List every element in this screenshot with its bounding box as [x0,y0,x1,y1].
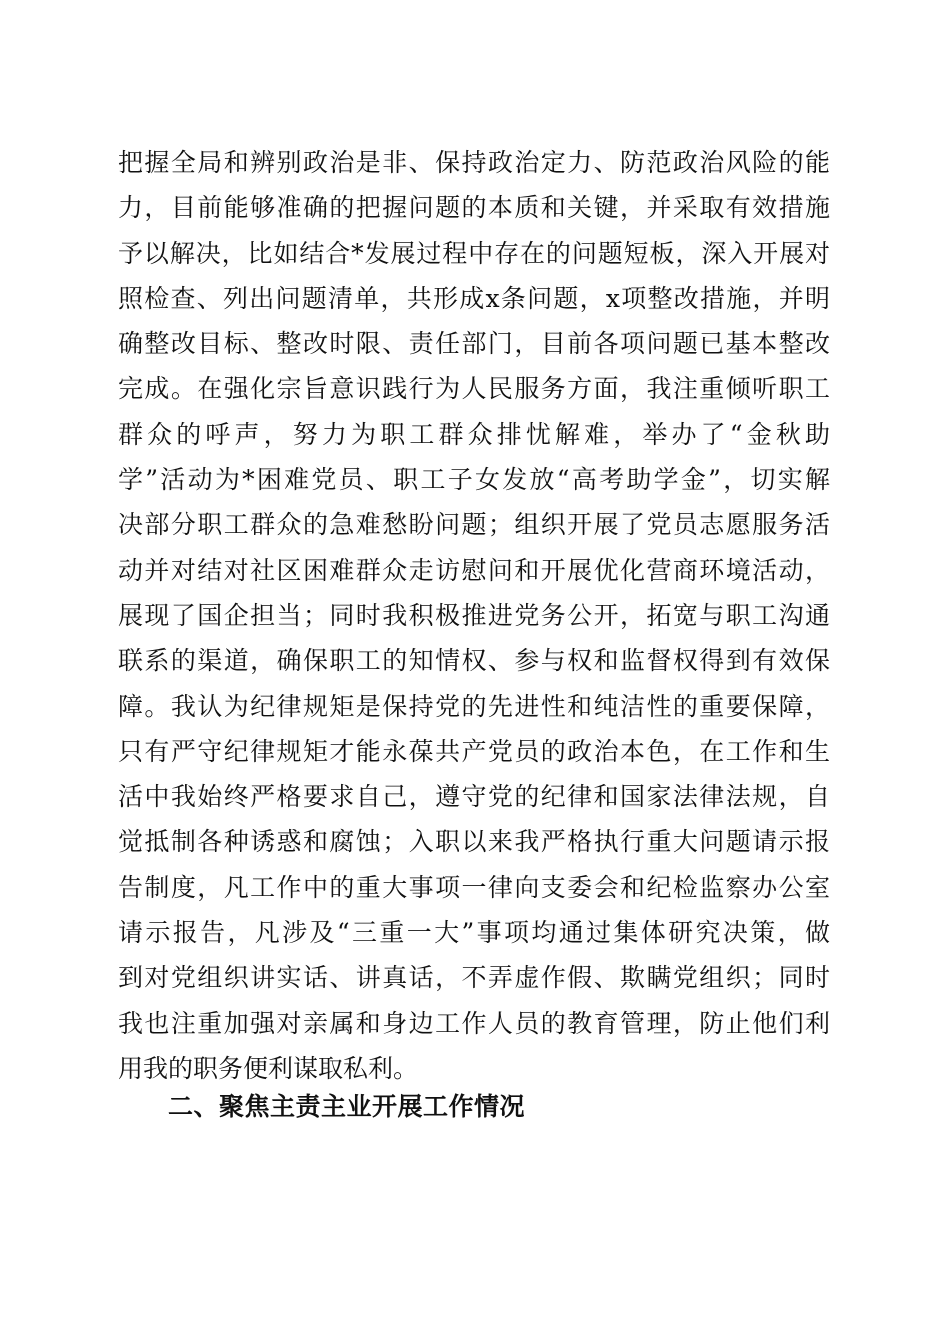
paragraph-line: 完成。在强化宗旨意识践行为人民服务方面，我注重倾听职工 [118,374,830,404]
paragraph-line: 展现了国企担当；同时我积极推进党务公开，拓宽与职工沟通 [118,600,830,630]
paragraph-line: 决部分职工群众的急难愁盼问题；组织开展了党员志愿服务活 [118,510,830,540]
paragraph-line: 照检查、列出问题清单，共形成x条问题，x项整改措施，并明 [118,283,830,313]
paragraph-line: 到对党组织讲实话、讲真话，不弄虚作假、欺瞒党组织；同时 [118,963,830,993]
paragraph-line: 只有严守纪律规矩才能永葆共产党员的政治本色，在工作和生 [118,736,830,766]
paragraph-line: 力，目前能够准确的把握问题的本质和关键，并采取有效措施 [118,193,830,223]
paragraph-line: 把握全局和辨别政治是非、保持政治定力、防范政治风险的能 [118,148,830,177]
paragraph-line: 学”活动为*困难党员、职工子女发放“高考助学金”，切实解 [118,465,830,495]
body-paragraph [118,140,830,1091]
paragraph-line: 障。我认为纪律规矩是保持党的先进性和纯洁性的重要保障， [118,691,830,721]
paragraph-line: 确整改目标、整改时限、责任部门，目前各项问题已基本整改 [118,329,830,359]
paragraph-line: 我也注重加强对亲属和身边工作人员的教育管理，防止他们利 [118,1008,830,1038]
paragraph-line: 群众的呼声，努力为职工群众排忧解难，举办了“金秋助 [118,419,830,449]
paragraph-line: 活中我始终严格要求自己，遵守党的纪律和国家法律法规，自 [118,782,830,812]
paragraph-line: 联系的渠道，确保职工的知情权、参与权和监督权得到有效保 [118,646,830,676]
paragraph-line: 觉抵制各种诱惑和腐蚀；入职以来我严格执行重大问题请示报 [118,827,830,857]
paragraph-line: 予以解决，比如结合*发展过程中存在的问题短板，深入开展对 [118,238,830,268]
section-heading: 二、聚焦主责主业开展工作情况 [168,1092,526,1121]
paragraph-line: 告制度，凡工作中的重大事项一律向支委会和纪检监察办公室 [118,872,830,902]
paragraph-line: 请示报告，凡涉及“三重一大”事项均通过集体研究决策，做 [118,918,830,948]
paragraph-line: 用我的职务便利谋取私利。 [118,1053,419,1083]
paragraph-line: 动并对结对社区困难群众走访慰问和开展优化营商环境活动， [118,555,830,585]
